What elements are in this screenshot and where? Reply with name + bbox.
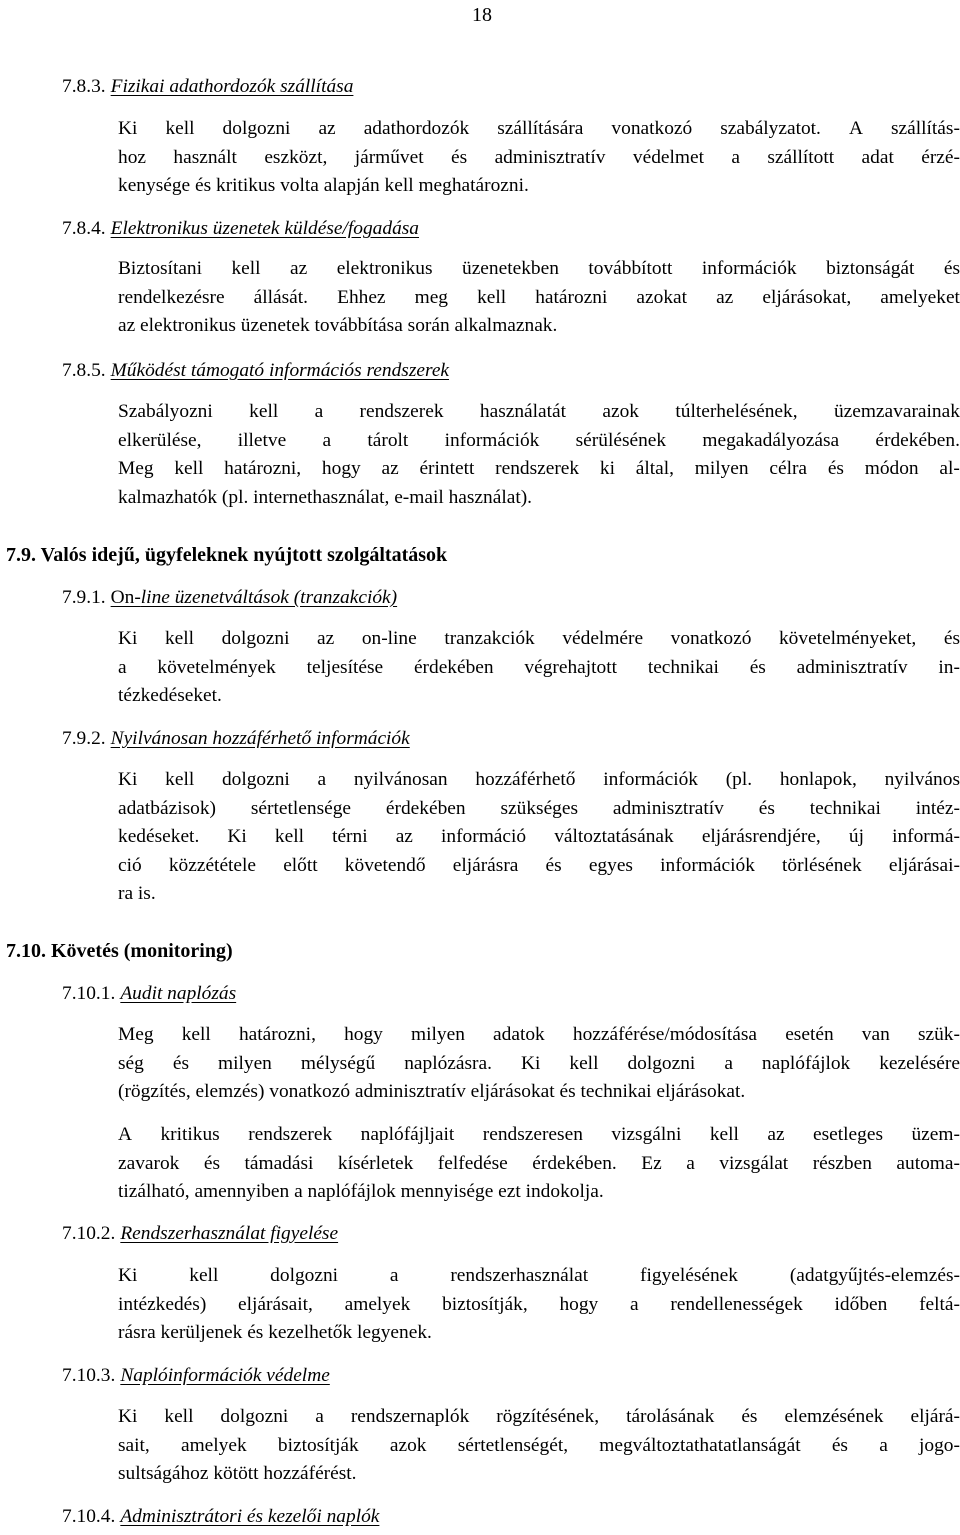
word: (adatgyűjtés-elemzés-: [789, 1265, 960, 1286]
word: adatok: [493, 1024, 545, 1045]
word: adathordozók: [363, 118, 470, 139]
subsection-title-prefix: On-: [110, 587, 141, 608]
word: szállított: [767, 146, 835, 168]
paragraph-line: [118, 455, 960, 484]
word: milyen: [694, 458, 749, 479]
section-heading: 7.10. Követés (monitoring): [6, 940, 233, 962]
paragraph-line: [118, 766, 960, 795]
paragraph-line: az elektronikus üzenetek továbbítása során alkalmaznak.: [118, 315, 558, 336]
word: adminisztratív: [796, 656, 908, 678]
paragraph: [118, 766, 960, 909]
paragraph-line: kenysége és kritikus volta alapján kell meghatározni.: [118, 175, 529, 196]
paragraph: [118, 1403, 960, 1489]
word: szükséges: [500, 797, 579, 819]
word: Ki: [118, 1265, 138, 1286]
word: nyilvános: [884, 769, 960, 790]
word: rendszeresen: [482, 1124, 583, 1145]
word: rendszerek: [248, 1124, 333, 1145]
word: adat: [861, 146, 894, 168]
word: kell: [477, 286, 507, 308]
subsection-number: 7.10.3.: [62, 1365, 116, 1386]
word: adatbázisok): [118, 797, 216, 819]
subsection-heading: [62, 73, 353, 102]
word: amelyek: [344, 1293, 411, 1315]
word: ség: [118, 1052, 144, 1074]
paragraph: [118, 115, 960, 201]
word: in-: [938, 656, 960, 678]
subsection-title: Adminisztrátori és kezelői naplók: [120, 1506, 380, 1527]
word: időben: [834, 1293, 888, 1315]
word: feltá-: [919, 1293, 960, 1315]
word: térni: [332, 826, 368, 847]
paragraph-line: [118, 795, 960, 824]
word: (pl.: [725, 769, 753, 790]
word: adminisztratív: [612, 797, 724, 819]
section-heading: 7.9. Valós idejű, ügyfeleknek nyújtott szolgáltatások: [6, 544, 448, 566]
paragraph-line: [118, 625, 960, 654]
word: dolgozni: [627, 1052, 696, 1074]
word: rendszerek: [359, 401, 444, 422]
subsection-heading: [62, 980, 236, 1009]
word: az: [767, 1124, 785, 1145]
paragraph-line: [118, 1121, 960, 1150]
subsection-number: 7.8.3.: [62, 76, 106, 97]
word: az: [318, 118, 336, 139]
word: kell: [569, 1052, 599, 1074]
word: követelmények: [157, 656, 276, 678]
word: a: [879, 1434, 888, 1456]
word: továbbított: [588, 258, 673, 279]
word: Ki: [118, 769, 138, 790]
word: eljárásrendjére,: [701, 826, 821, 847]
word: és: [943, 628, 960, 649]
word: érdekében.: [875, 429, 960, 451]
word: rendszerhasználat: [450, 1265, 589, 1286]
word: támadási: [244, 1152, 314, 1174]
word: mélységű: [300, 1052, 376, 1074]
word: van: [861, 1024, 890, 1045]
word: biztosítják: [277, 1434, 359, 1456]
paragraph-line: [118, 284, 960, 313]
word: ki: [599, 458, 615, 479]
word: részben: [812, 1152, 872, 1174]
word: technikai: [809, 797, 881, 819]
word: módon: [864, 458, 919, 479]
subsection-title: Elektronikus üzenetek küldése/fogadása: [110, 218, 420, 239]
word: esetleges: [813, 1124, 884, 1145]
word: A: [848, 118, 863, 139]
word: automa-: [896, 1152, 960, 1174]
word: által,: [635, 458, 674, 479]
word: kell: [165, 769, 195, 790]
word: rendszerek: [495, 458, 580, 479]
word: a: [314, 401, 324, 422]
word: kritikus: [160, 1124, 220, 1145]
paragraph: [118, 1262, 960, 1348]
word: üzemzavarainak: [833, 401, 960, 422]
word: eljárásai-: [888, 854, 960, 876]
word: honlapok,: [779, 769, 857, 790]
word: a: [389, 1265, 399, 1286]
word: esetén: [785, 1024, 834, 1045]
word: sait,: [118, 1434, 150, 1456]
word: és: [943, 258, 960, 279]
word: az: [317, 628, 335, 649]
word: az: [716, 286, 734, 308]
paragraph: [118, 255, 960, 341]
paragraph-line: [118, 1262, 960, 1291]
word: üzem-: [911, 1124, 960, 1145]
word: a: [629, 1293, 639, 1315]
paragraph-line: [118, 1150, 960, 1179]
word: biztonságát: [826, 258, 915, 279]
word: zavarok: [118, 1152, 180, 1174]
word: hogy: [344, 1024, 383, 1045]
word: sérülésének: [575, 429, 667, 451]
word: on-line: [361, 628, 417, 649]
word: dolgozni: [220, 1406, 289, 1427]
word: dolgozni: [222, 118, 291, 139]
paragraph-line: (rögzítés, elemzés) vonatkozó adminisztratív eljárásokat és technikai eljárásokat.: [118, 1081, 746, 1102]
paragraph-line: [118, 144, 960, 173]
word: hozzáférése/módosítása: [572, 1024, 758, 1045]
paragraph: [118, 1021, 960, 1107]
word: Ki: [227, 826, 247, 847]
word: kell: [164, 1406, 194, 1427]
word: szabályzatot.: [720, 118, 821, 139]
subsection-heading: [62, 584, 397, 613]
word: törlésének: [782, 854, 862, 876]
paragraph-line: [118, 115, 960, 144]
subsection-heading: [62, 357, 449, 386]
word: Ez: [641, 1152, 662, 1174]
word: kell: [231, 258, 261, 279]
subsection-number: 7.9.1.: [62, 587, 106, 608]
word: kell: [189, 1265, 219, 1286]
word: információk: [603, 769, 698, 790]
word: Meg: [118, 458, 154, 479]
word: a: [317, 769, 327, 790]
paragraph-line: [118, 1021, 960, 1050]
word: érdekében.: [532, 1152, 617, 1174]
subsection-heading: [62, 1220, 338, 1249]
word: Ki: [118, 628, 138, 649]
word: előtt: [283, 854, 318, 876]
word: használt: [173, 146, 237, 168]
word: figyelésének: [639, 1265, 738, 1286]
word: milyen: [411, 1024, 465, 1045]
paragraph: [118, 1121, 960, 1207]
word: sértetlenségét,: [457, 1434, 569, 1456]
paragraph-line: [118, 1050, 960, 1079]
word: közzététele: [168, 854, 257, 876]
word: azok: [602, 401, 639, 422]
word: biztosítják,: [442, 1293, 528, 1315]
word: kezelésére: [879, 1052, 960, 1074]
word: követendő: [344, 854, 426, 876]
word: hoz: [118, 146, 146, 168]
word: eljárá-: [910, 1406, 960, 1427]
word: eljárásokat,: [762, 286, 852, 308]
word: a: [686, 1152, 695, 1174]
word: rögzítésének,: [496, 1406, 600, 1427]
word: A: [118, 1124, 133, 1145]
word: kell: [274, 826, 304, 847]
word: védelmet: [632, 146, 704, 168]
word: határozni: [535, 286, 608, 308]
word: megakadályozása: [702, 429, 840, 451]
word: kell: [709, 1124, 739, 1145]
word: és: [831, 1434, 848, 1456]
word: elemzésének: [784, 1406, 884, 1427]
word: járművet: [354, 146, 424, 168]
word: a: [322, 429, 332, 451]
subsection-title: [111, 587, 397, 608]
subsection-number: 7.10.1.: [62, 983, 116, 1004]
word: Ehhez: [337, 286, 386, 308]
subsection-heading: [62, 1362, 330, 1391]
word: al-: [939, 458, 960, 479]
word: naplófájljait: [360, 1124, 455, 1145]
word: és: [203, 1152, 221, 1174]
word: állását.: [253, 286, 309, 308]
subsection-number: 7.9.2.: [62, 728, 106, 749]
word: változtatásának: [554, 826, 674, 847]
subsection-title: Működést támogató információs rendszerek: [110, 360, 450, 381]
page-number: 18: [472, 4, 492, 26]
word: kedéseket.: [118, 826, 200, 847]
paragraph-line: tizálható, amennyiben a naplófájlok mennyisége ezt indokolja.: [118, 1181, 604, 1202]
word: kell: [249, 401, 279, 422]
word: adminisztratív: [494, 146, 606, 168]
word: tárolt: [367, 429, 409, 451]
word: vonatkozó: [670, 628, 752, 649]
word: érdekében: [385, 797, 466, 819]
word: érzé-: [921, 146, 960, 168]
word: vonatkozó: [611, 118, 693, 139]
subsection-number: 7.10.4.: [62, 1506, 116, 1527]
word: elkerülése,: [118, 429, 202, 451]
subsection-heading: [62, 1503, 379, 1532]
word: és: [451, 146, 468, 168]
word: sértetlensége: [250, 797, 352, 819]
word: információk: [701, 258, 797, 279]
word: technikai: [647, 656, 719, 678]
word: informá-: [892, 826, 960, 847]
paragraph-line: [118, 427, 960, 456]
word: új: [848, 826, 864, 847]
word: túlterhelésének,: [675, 401, 798, 422]
word: érintett: [419, 458, 475, 479]
word: dolgozni: [270, 1265, 339, 1286]
word: az: [290, 258, 308, 279]
word: védelmére: [562, 628, 644, 649]
word: üzenetekben: [462, 258, 559, 279]
word: a: [731, 146, 740, 168]
word: határozni,: [238, 1024, 316, 1045]
paragraph-line: [118, 1291, 960, 1320]
word: célra: [769, 458, 808, 479]
paragraph-line: [118, 654, 960, 683]
subsection-title: Naplóinformációk védelme: [120, 1365, 330, 1386]
subsection-title-rest: line üzenetváltások (tranzakciók): [140, 587, 398, 608]
word: és: [758, 797, 775, 819]
word: használatát: [479, 401, 567, 422]
word: teljesítése: [306, 656, 384, 678]
paragraph-line: [118, 852, 960, 881]
paragraph-line: tézkedéseket.: [118, 685, 222, 706]
word: Biztosítani: [118, 258, 203, 279]
word: eljárásait,: [238, 1293, 313, 1315]
word: tranzakciók: [444, 628, 535, 649]
word: információk: [660, 854, 755, 876]
word: vizsgálni: [611, 1124, 682, 1145]
word: naplózásra.: [404, 1052, 492, 1074]
subsection-title: Nyilvánosan hozzáférhető információk: [110, 728, 410, 749]
word: hozzáférhető: [475, 769, 576, 790]
word: intézkedés): [118, 1293, 207, 1315]
word: naplófájlok: [761, 1052, 851, 1074]
paragraph: [118, 398, 960, 512]
paragraph-line: [118, 1403, 960, 1432]
word: tárolásának: [626, 1406, 715, 1427]
word: jogo-: [919, 1434, 960, 1456]
word: a: [118, 656, 127, 678]
word: meg: [414, 286, 448, 308]
word: szük-: [917, 1024, 960, 1045]
paragraph-line: rásra kerüljenek és kezelhetők legyenek.: [118, 1322, 432, 1343]
word: és: [827, 458, 844, 479]
word: a: [724, 1052, 733, 1074]
word: kell: [164, 628, 195, 649]
paragraph-line: sultságához kötött hozzáférést.: [118, 1463, 357, 1484]
word: Ki: [520, 1052, 541, 1074]
word: követelményeket,: [778, 628, 917, 649]
paragraph-line: [118, 255, 960, 284]
word: eljárásra: [452, 854, 519, 876]
word: intéz-: [915, 797, 960, 819]
word: Ki: [118, 118, 138, 139]
word: nyilvánosan: [353, 769, 448, 790]
word: egyes: [588, 854, 633, 876]
word: kell: [174, 458, 204, 479]
word: információk: [444, 429, 540, 451]
paragraph-line: ra is.: [118, 883, 156, 904]
word: és: [545, 854, 562, 876]
word: szállítás-: [891, 118, 960, 139]
word: megváltoztathatatlanságát: [599, 1434, 801, 1456]
word: elektronikus: [336, 258, 433, 279]
subsection-title: Rendszerhasználat figyelése: [120, 1223, 339, 1244]
paragraph-line: [118, 1432, 960, 1461]
word: végrehajtott: [524, 656, 618, 678]
word: az: [381, 458, 399, 479]
word: és: [741, 1406, 758, 1427]
subsection-heading: [62, 725, 410, 754]
subsection-number: 7.8.4.: [62, 218, 106, 239]
subsection-title: Audit naplózás: [120, 983, 237, 1004]
paragraph-line: kalmazhatók (pl. internethasználat, e-mail használat).: [118, 486, 533, 508]
word: az: [395, 826, 413, 847]
word: illetve: [237, 429, 287, 451]
paragraph-line: [118, 823, 960, 852]
word: hogy: [321, 458, 361, 479]
word: ció: [118, 854, 142, 876]
word: szállítására: [497, 118, 584, 139]
word: rendelkezésre: [118, 286, 225, 308]
word: és: [749, 656, 766, 678]
word: azok: [389, 1434, 427, 1456]
word: rendellenességek: [670, 1293, 803, 1315]
word: vizsgálat: [719, 1152, 789, 1174]
paragraph: [118, 625, 960, 711]
word: amelyek: [180, 1434, 247, 1456]
word: amelyeket: [880, 286, 960, 308]
word: a: [315, 1406, 324, 1427]
word: rendszernaplók: [350, 1406, 470, 1427]
word: milyen: [218, 1052, 272, 1074]
subsection-heading: [62, 215, 419, 244]
word: dolgozni: [221, 628, 290, 649]
word: felfedése: [437, 1152, 508, 1174]
word: dolgozni: [221, 769, 290, 790]
word: érdekében: [413, 656, 494, 678]
paragraph-line: [118, 398, 960, 427]
word: kell: [165, 118, 195, 139]
word: kell: [181, 1024, 211, 1045]
word: Ki: [118, 1406, 138, 1427]
word: kísérletek: [337, 1152, 414, 1174]
word: határozni,: [224, 458, 302, 479]
subsection-number: 7.10.2.: [62, 1223, 116, 1244]
word: azokat: [636, 286, 688, 308]
word: eszközt,: [264, 146, 328, 168]
word: Szabályozni: [118, 401, 213, 422]
subsection-title: Fizikai adathordozók szállítása: [110, 76, 354, 97]
word: Meg: [118, 1024, 154, 1045]
subsection-number: 7.8.5.: [62, 360, 106, 381]
word: információ: [441, 826, 527, 847]
word: hogy: [559, 1293, 599, 1315]
word: és: [172, 1052, 190, 1074]
